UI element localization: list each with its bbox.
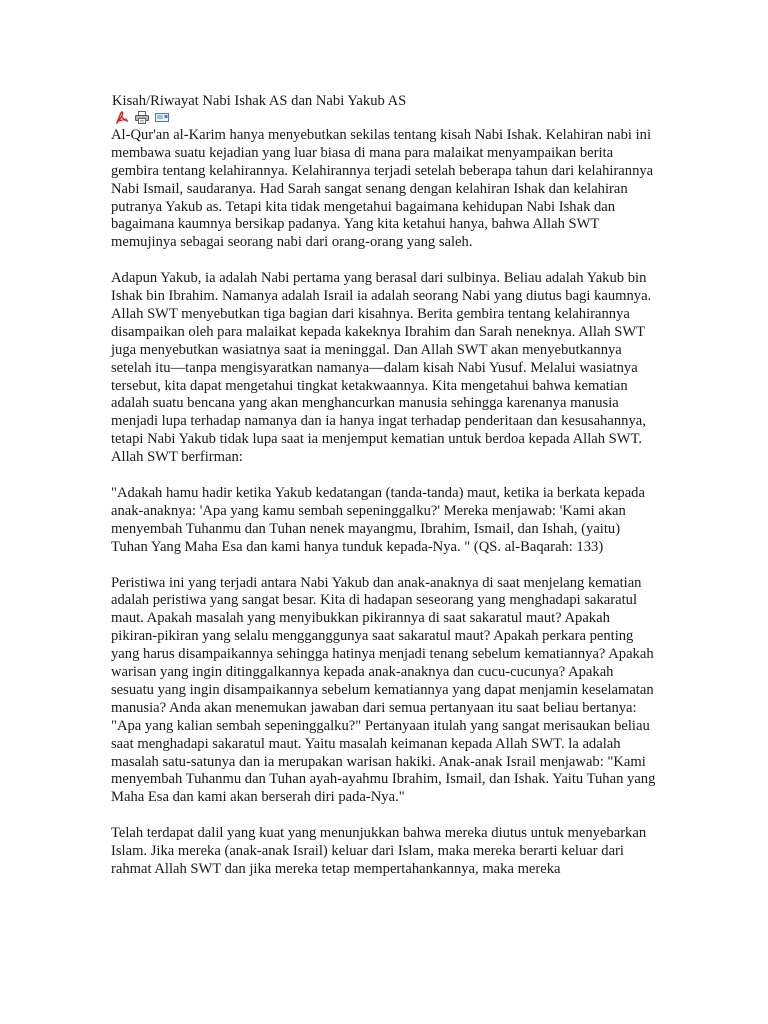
email-icon[interactable] [155, 111, 169, 124]
paragraph: Al-Qur'an al-Karim hanya menyebutkan sekilas tentang kisah Nabi Ishak. Kelahiran nabi ini membawa suatu kejadian yang luar biasa di mana para malaikat menyampaikan berita gembira tentang kelahirannya. Kelahirannya terjadi setelah beberapa tahun dari kelahirannya Nabi Ismail, saudaranya. Had Sarah sangat senang dengan kelahiran Ishak dan kelahiran putranya Yakub as. Tetapi kita tidak mengetahui bagaimana kehidupan Nabi Ishak dan bagaimana kaumnya bersikap padanya. Yang kita ketahui hanya, bahwa Allah SWT memujinya sebagai seorang nabi dari orang-orang yang saleh. [111, 126, 654, 251]
document-page [111, 93, 659, 879]
paragraph: Adapun Yakub, ia adalah Nabi pertama yang berasal dari sulbinya. Beliau adalah Yakub bin Ishak bin Ibrahim. Namanya adalah Israil ia adalah seorang Nabi yang diutus bagi kaumnya. Allah SWT menyebutkan tiga bagian dari kisahnya. Berita gembira tentang kelahirannya disampaikan oleh para malaikat kepada kakeknya Ibrahim dan Sarah neneknya. Allah SWT juga menyebutkan wasiatnya saat ia meninggal. Dan Allah SWT akan menyebutkannya setelah itu—tanpa mengisyaratkan namanya—dalam kisah Nabi Yusuf. Melalui wasiatnya tersebut, kita dapat mengetahui tingkat ketakwaannya. Kita mengetahui bahwa kematian adalah suatu bencana yang akan menghancurkan manusia sehingga karenanya manusia menjadi lupa terhadap namanya dan ia hanya ingat terhadap penderitaan dan kesusahannya, tetapi Nabi Yakub tidak lupa saat ia menjemput kematian untuk berdoa kepada Allah SWT. Allah SWT berfirman: [111, 270, 652, 466]
paragraph: Telah terdapat dalil yang kuat yang menunjukkan bahwa mereka diutus untuk menyebarkan Islam. Jika mereka (anak-anak Israil) keluar dari Islam, maka mereka berarti keluar dari rahmat Allah SWT dan jika mereka tetap mempertahankannya, maka mereka [111, 825, 647, 877]
document-actions [115, 111, 659, 125]
pdf-icon[interactable] [115, 111, 129, 124]
print-icon[interactable] [135, 111, 149, 124]
quote-paragraph: "Adakah hamu hadir ketika Yakub kedatangan (tanda-tanda) maut, ketika ia berkata kepada anak-anaknya: 'Apa yang kamu sembah sepeninggalku?' Mereka menjawab: 'Kami akan menyembah Tuhanmu dan Tuhan nenek mayangmu, Ibrahim, Ismail, dan Ishah, (yaitu) Tuhan Yang Maha Esa dan kami hanya tunduk kepada-Nya. " (QS. al-Baqarah: 133) [111, 485, 645, 555]
page-title: Kisah/Riwayat Nabi Ishak AS dan Nabi Yakub AS [112, 93, 407, 109]
paragraph: Peristiwa ini yang terjadi antara Nabi Yakub dan anak-anaknya di saat menjelang kematian adalah peristiwa yang sangat besar. Kita di hadapan seseorang yang menghadapi sakaratul maut. Apakah masalah yang menyibukkan pikirannya di saat sakaratul maut? Apakah pikiran-pikiran yang selalu mengganggunya saat sakaratul maut? Apakah perkara penting yang harus disampaikannya sehingga hatinya menjadi tenang sebelum kematiannya? Apakah warisan yang ingin ditinggalkannya kepada anak-anaknya dan cucu-cucunya? Apakah sesuatu yang ingin disampaikannya sebelum kematiannya yang dapat menjamin keselamatan manusia? Anda akan menemukan jawaban dari semua pertanyaan itu saat beliau bertanya: "Apa yang kalian sembah sepeninggalku?" Pertanyaan itulah yang sangat merisaukan beliau saat menghadapi sakaratul maut. Yaitu masalah keimanan kepada Allah SWT. la adalah masalah satu-satunya dan ia merupakan warisan hakiki. Anak-anak Israil menjawab: "Kami menyembah Tuhanmu dan Tuhan ayah-ayahmu Ibrahim, Ismail, dan Ishak. Yaitu Tuhan yang Maha Esa dan kami akan berserah diri pada-Nya." [111, 574, 656, 806]
